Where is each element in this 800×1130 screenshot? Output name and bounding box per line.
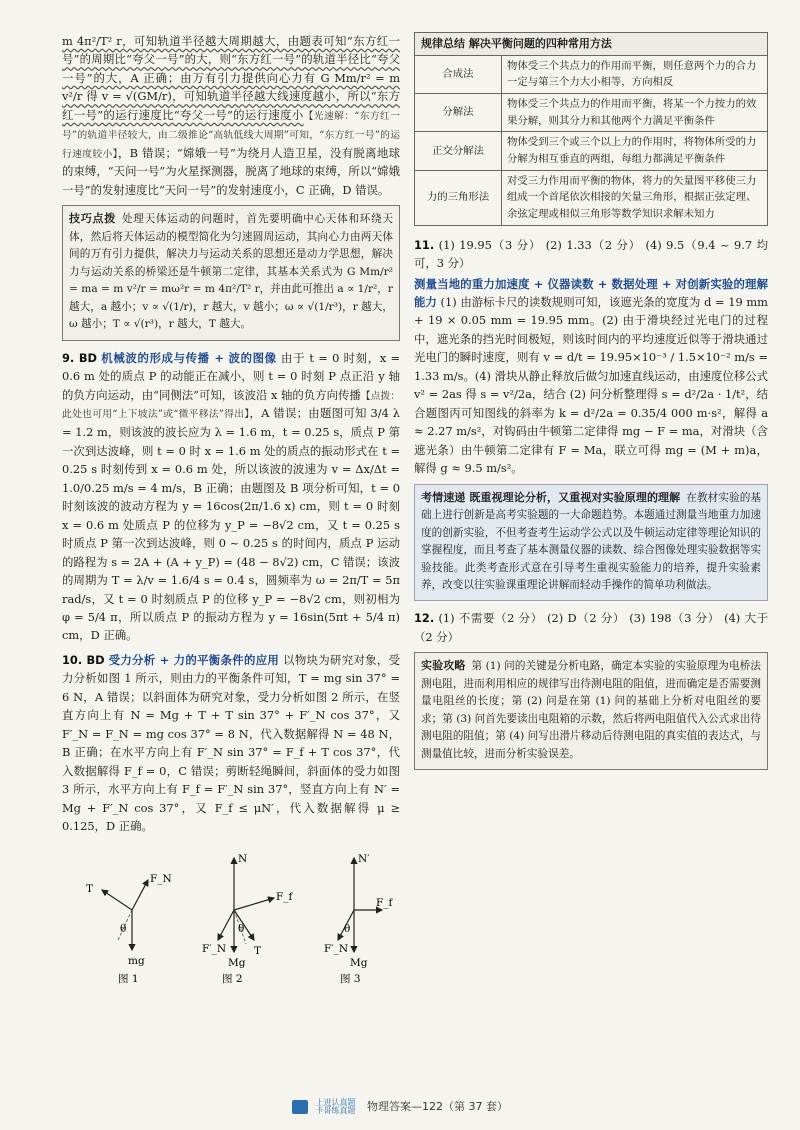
rule-desc: 物体受三个共点力的作用而平衡，将某一个力按力的效果分解，则其分力和其他两个力满足平衡条件 [502,94,768,132]
brand-logo-icon [292,1100,308,1114]
figure-1 [86,873,172,985]
exam-trend-text: 在教材实验的基础上进行创新是高考实验题的一大命题趋势。本题通过测量当地重力加速度的创新实验，不但考查考生运动学公式以及牛顿运动定律等理论知识的掌握程度，而且考查了基本测量仪器的读数、综合图像处理实验数据等实验技能。此类考查形式意在引导考生重视实验能力的培养，提升实验素养，改变以往实验课重理论讲解而轻动手操作的简单功利做法。 [421,491,762,592]
fig2-caption: 图 2 [222,972,243,985]
right-column [414,32,768,1082]
q12-answers: 12. (1) 不需要（2 分） (2) D（2 分） (3) 198（3 分） (4) 大于（2 分） [414,611,768,644]
rule-summary-title: 规律总结 解决平衡问题的四种常用方法 [414,32,768,55]
tip-title: 技巧点拨 [69,212,116,226]
strategy-text: 第 (1) 问的关键是分析电路，确定本实验的实验原理为电桥法测电阻，进而利用相应的规律写出待测电阻的阻值，进而确定是否需要测量电阻丝的长度；第 (2) 问是在第 (1) 问的基础上分析对电阻丝的要求；第 (3) 问首先要读出电阻箱的示数，然后将两电阻值代入公式求出待测电阻的阻值；第 (4) 问写出滑片移动后待测电阻的真实值的表达式，与测量值比较，进而分析实验误差。 [421,660,762,760]
q9-number: 9. BD [62,350,98,365]
fig2-label-T: T [254,944,262,957]
fig3-label-theta: θ [344,922,351,935]
rule-desc: 物体受到三个或三个以上力的作用时，将物体所受的力分解为相互垂直的两组，每组力都满足平衡条件 [502,132,768,170]
table-row [415,94,768,132]
q10-answer: 10. BD 受力分析 + 力的平衡条件的应用 以物块为研究对象，受力分析如图 1 所示，则由力的平衡条件可知，T = mg sin 37° = 6 N，A 错误；以斜面体为研究对象，受力分析如图 2 所示，在竖直方向上有 N = Mg + T + T sin 37° + F′_N cos 37°，又 F′_N = F_N = mg cos 37° = 8 N，代入数据解得 N = 48 N，B 正确；在水平方向上有 F′_N sin 37° = F_f + T cos 37°，代入数据解得 F_f = 0，C 错误；剪断轻绳瞬间，斜面体的受力如图 3 所示，水平方向上有 F_f = F′_N sin 37°，竖直方向上有 N′ = Mg + F′_N cos 37°，又 F_f ≤ μN′，代入数据解得 μ ≥ 0.125，D 正确。 [62,652,400,834]
q10-number: 10. BD [62,652,105,667]
brand-names: 上进认真题 卡哥练真题 [315,1097,356,1115]
page-footer [0,1098,800,1116]
q11-number: 11. [414,237,435,252]
page-number: 物理答案—122（第 37 套） [367,1100,508,1113]
quick-solve-note: 【光速解：“东方红一号”的轨道半径较大，由二级推论“高轨低线大周期”可知，“东方红一号”的运行速度较小】 [62,110,400,160]
fig1-label-FN: F_N [150,872,172,885]
rule-method: 力的三角形法 [415,170,502,225]
strategy-box [414,652,768,770]
exam-trend-box [414,484,768,602]
tip-text: 处理天体运动的问题时，首先要明确中心天体和环绕天体，然后将天体运动的模型简化为匀速圆周运动，其向心力由两天体间的万有引力提供，解决力与运动关系的思想还是动力学思想，解决力与运动关系的桥梁还是牛顿第二定律，其基本关系式为 G Mm/r² = ma = m v²/r = mω²r = m 4π²/T² r，并由此可推出 a ∝ 1/r²，r 越大，a 越小；v ∝ √(1/r)，r 越大，v 越小；ω ∝ √(1/r³)，r 越大，ω 越小；T ∝ √(r³)，r 越大，T 越大。 [69,213,394,331]
rule-method: 正交分解法 [415,132,502,170]
rule-summary-table [414,55,768,226]
fig3-label-Np: N′ [358,852,370,865]
fig1-label-T: T [86,882,94,895]
fig1-normal-arrow [132,880,148,910]
force-diagrams [62,840,400,985]
figure-2 [202,853,294,985]
figure-3 [324,853,394,985]
q9-answer: 9. BD 机械波的形成与传播 + 波的图像 由于 t = 0 时刻，x = 0.6 m 处的质点 P 的动能正在减小，则 t = 0 时刻 P 点正沿 y 轴的负方向运动，由“同侧法”可知，该波沿 x 轴的负方向传播【点拨：此处也可用“上下坡法”或“微平移法”得出】，A 错误；由题图可知 3/4 λ = 1.2 m，则该波的波长应为 λ = 1.6 m，t = 0.25 s，质点 P 第一次到达波峰，则 t = 0 时 x = 1.6 m 处的质点的振动形式在 t = 0.25 s 时刻传到 x = 0.6 m 处，所以该波的波速为 v = Δx/Δt = 1.0/0.25 m/s = 4 m/s，B 正确；由题图及 B 项分析可知，t = 0 时刻该波的波动方程为 y = 16cos(2π/1.6 x) cm，则 t = 0 时刻 x = 0.6 m 处质点 P 的位移为 y_P = −8√2 cm，又 t = 0.25 s 时质点 P 第一次到达波峰，则 0 ~ 0.25 s 的时间内，质点 P 运动的路程为 s = 2A + (A + y_P) = (48 − 8√2) cm，C 错误；该波的周期为 T = λ/v = 1.6/4 s = 0.4 s，圆频率为 ω = 2π/T = 5π rad/s，又 t = 0 时刻质点 P 的位移 y_P = −8√2 cm，则初相为 φ = 5/4 π，所以质点 P 的振动方程为 y = 16sin(5πt + 5/4 π) cm，D 正确。 [62,350,400,643]
q11-explanation: 测量当地的重力加速度 + 仪器读数 + 数据处理 + 对创新实验的理解能力 (1) 由游标卡尺的读数规则可知，该遮光条的宽度为 d = 19 mm + 19 × 0.05 mm = 19.95 mm。(2) 由于滑块经过光电门的过程中，遮光条的挡光时间极短，则该时间内的平均速度近似等于滑块通过光电门的瞬时速度，则有 v = d/t = 19.95×10⁻³ / 1.5×10⁻² m/s = 1.33 m/s。(4) 滑块从静止释放后做匀加速直线运动，由速度位移公式 v² = 2as 得 s = v²/2a，结合 (2) 问分析整理得 s = d²/2a · 1/t²，结合题图丙可知图线的斜率为 k = d²/2a = 0.35/4 000 m·s²，解得 a ≈ 2.27 m/s²，对钩码由牛顿第二定律得 mg − F = ma，对滑块（含遮光条）由牛顿第二定律有 F = Ma，联立可得 mg = (M + m)a，解得 g ≈ 9.5 m/s²。 [414,276,768,476]
fig3-label-Mg: Mg [350,956,368,969]
fig2-label-Mg: Mg [228,956,246,969]
fig2-label-N: N [238,852,248,865]
table-row [415,170,768,225]
rule-method: 分解法 [415,94,502,132]
strategy-title: 实验攻略 [421,659,466,673]
fig2-label-FNp: F′_N [202,942,227,955]
fig3-label-Ff: F_f [376,896,393,909]
q12-number: 12. [414,611,435,626]
rule-desc: 对受三力作用而平衡的物体，将力的矢量图平移使三力组成一个首尾依次相接的矢量三角形，根据正弦定理、余弦定理或相似三角形等数学知识求解未知力 [502,170,768,225]
fig1-tension-arrow [102,890,132,910]
fig2-label-Ff: F_f [276,890,293,903]
fig2-normal-prime-arrow [218,910,234,940]
q9-topic: 机械波的形成与传播 + 波的图像 [101,350,277,365]
fig3-label-FNp: F′_N [324,942,349,955]
fig2-label-theta: θ [238,922,245,935]
rule-method: 合成法 [415,55,502,93]
table-row [415,55,768,93]
rule-desc: 物体受三个共点力的作用而平衡，则任意两个力的合力一定与第三个力大小相等，方向相反 [502,55,768,93]
q9-note: 【点拨：此处也可用“上下坡法”或“微平移法”得出】 [62,390,400,421]
fig1-caption: 图 1 [118,972,139,985]
left-column [62,32,400,1082]
fig1-label-mg: mg [128,954,145,967]
fig1-label-theta: θ [120,922,127,935]
page [62,32,768,1092]
q10-topic: 受力分析 + 力的平衡条件的应用 [108,652,280,667]
exam-trend-title: 考情速递 既重视理论分析，又重视对实验原理的理解 [421,490,681,504]
tip-box [62,205,400,340]
fig3-caption: 图 3 [340,972,361,985]
q11-topic: 测量当地的重力加速度 + 仪器读数 + 数据处理 + 对创新实验的理解能力 [414,276,768,309]
q8-continuation: m 4π²/T² r，可知轨道半径越大周期越大，由题表可知“东方红一号”的周期比“夸父一号”的大，则“东方红一号”的轨道半径比“夸父一号”的大，A 正确；由万有引力提供向心力有 G Mm/r² = m v²/r 得 v = √(GM/r)，可知轨道半径越大线速度越小，所以“东方红一号”的运行速度比“夸父一号”的运行速度小【光速解：“东方红一号”的轨道半径较大，由二级推论“高轨低线大周期”可知，“东方红一号”的运行速度较小】，B 错误；“嫦娥一号”为绕月人造卫星，没有脱离地球的束缚，“天问一号”为火星探测器，脱离了地球的束缚，所以“嫦娥一号”的发射速度比“天问一号”的发射速度小，C 正确，D 错误。 [62,34,400,197]
table-row [415,132,768,170]
fig2-friction-arrow [234,898,274,910]
force-diagrams-svg [62,840,400,985]
q11-answers: 11. (1) 19.95（3 分） (2) 1.33（2 分） (4) 9.5（9.4 ~ 9.7 均可，3 分） [414,237,768,271]
